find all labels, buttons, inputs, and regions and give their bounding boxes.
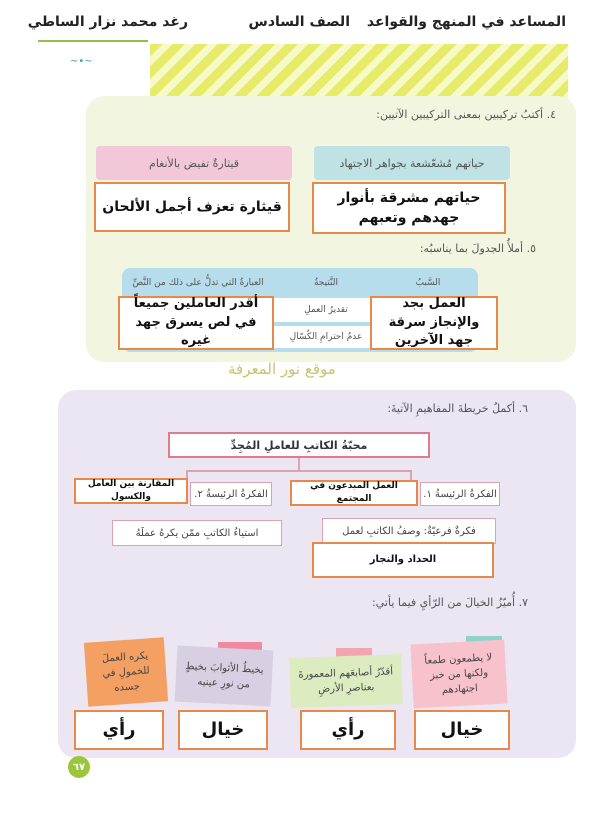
map-idea1-answer: العمل المبدعون في المجتمع — [290, 480, 418, 506]
q5-answer-cause: العمل بجد والإنجاز سرقة جهد الآخرين — [370, 296, 498, 350]
q7-answer-3: خيال — [178, 710, 268, 750]
q6-prompt: ٦. أكملُ خريطةَ المفاهيمِ الآتيةَ: — [387, 402, 528, 415]
decorative-stripe-band — [150, 44, 568, 102]
watermark-arabic: موقع نور المعرفة — [228, 360, 336, 378]
map-central-idea: محبّةُ الكاتبِ للعاملِ المُجِدِّ — [168, 432, 430, 458]
q5-result-2: عدمُ احترامِ الكُسّالِ — [274, 326, 378, 348]
map-idea2-answer: المقارنة بين العامل والكسول — [74, 478, 188, 504]
map-connector-vertical — [298, 456, 300, 470]
q5-prompt: ٥. أملأُ الجدولَ بما يناسبُه: — [419, 242, 536, 255]
map-idea1-label: الفكرةُ الرئيسةُ ١. — [420, 482, 500, 506]
map-sub1-label: فكرةٌ فرعيّةٌ: وصفُ الكاتبِ لعمل — [322, 518, 496, 544]
q5-answer-phrase: أقدر العاملين جميعاً في لص يسرق جهد غيره — [118, 296, 274, 350]
header-author: رغد محمد نزار الساطي — [27, 14, 188, 30]
q5-header-phrase: العبارةُ التي تدلُّ على ذلك من النَّصِّ — [132, 278, 264, 288]
q7-note-4: يكره العملَ للخمولِ في جسده — [84, 637, 168, 706]
q4-answer-left: قيثارة تعزف أجمل الألحان — [94, 182, 290, 232]
q7-note-3: يخيطُ الأثوابَ بخيطٍ من نورِ عينيه — [175, 646, 274, 707]
q7-answer-2: رأي — [300, 710, 396, 750]
header-subject: المساعد في المنهج والقواعد — [366, 14, 566, 30]
q5-header-cause: السَّببُ — [415, 278, 441, 288]
header-grade: الصف السادس — [248, 14, 350, 30]
q7-answer-1: خيال — [414, 710, 510, 750]
q4-prompt: ٤. أكتبُ تركيبين بمعنى التركيبين الآتيين: — [376, 108, 556, 121]
page-number: ٦٧ — [68, 756, 90, 778]
q5-header-result: النَّتيجةُ — [313, 278, 339, 288]
q7-note-1: لا يطمعون طمعاً ولكنها من خبز اجتهادهم — [410, 640, 507, 709]
map-connector-horizontal — [186, 470, 412, 472]
map-sub1-answer: الحداد والنجار — [312, 542, 494, 578]
q4-tag-right: حياتهم مُشعّشعة بجواهر الاجتهاد — [314, 146, 510, 180]
map-idea2-label: الفكرةُ الرئيسةُ ٢. — [190, 482, 272, 506]
q7-note-2: أقدّرُ أصابعَهم المعمورةَ بعناصرِ الأرضِ — [289, 654, 403, 708]
q7-answer-4: رأي — [74, 710, 164, 750]
q4-tag-left: قيثارةٌ تفيض بالأنغام — [96, 146, 292, 180]
q4-answer-right: حياتهم مشرقة بأنوار جهدهم وتعبهم — [312, 182, 506, 234]
logo-mark: ~•~ — [70, 56, 93, 67]
q5-result-1: تقديرُ العملِ — [274, 298, 378, 322]
logo-box — [38, 40, 148, 102]
q7-prompt: ٧. أُميّزُ الخيالَ من الرّأيِ فيما يأتي: — [372, 596, 528, 609]
map-sub2-label: استياءُ الكاتبِ ممّن يكرهُ عملَهُ — [112, 520, 282, 546]
